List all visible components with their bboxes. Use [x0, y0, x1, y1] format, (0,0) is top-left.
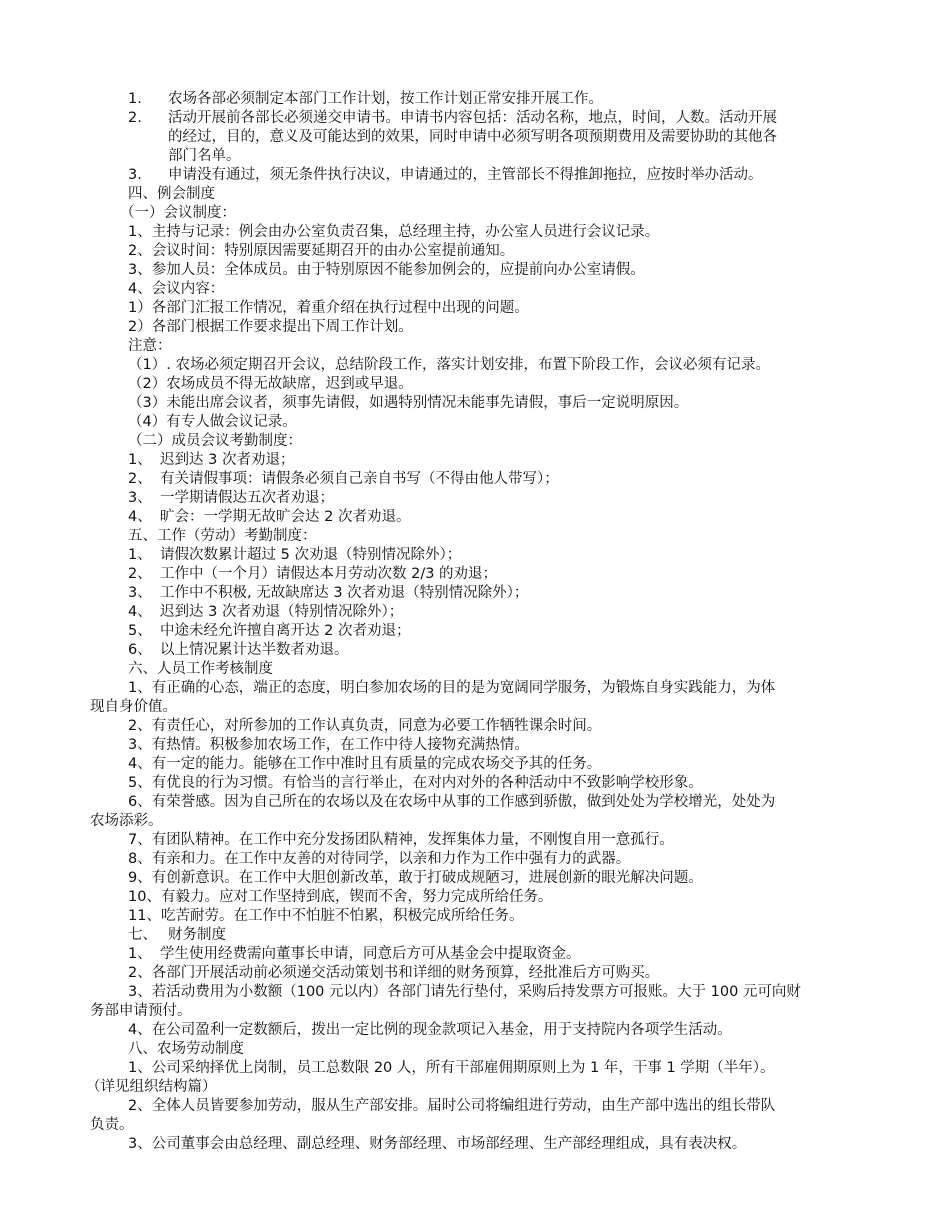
text-line: 5、有优良的行为习惯。有恰当的言行举止，在对内对外的各种活动中不致影响学校形象。 — [128, 775, 703, 791]
text-line: 务部申请预付。 — [90, 1003, 192, 1019]
list-number: 2、 — [128, 471, 152, 487]
text-line: 3、有热情。积极参加农场工作，在工作中待人接物充满热情。 — [128, 737, 529, 753]
list-number: 3. — [128, 167, 142, 183]
text-line: 现自身价值。 — [90, 699, 177, 715]
text-line: 活动开展前各部长必须递交申请书。申请书内容包括：活动名称，地点，时间，人数。活动开展 — [168, 110, 777, 126]
text-line: 部门名单。 — [168, 148, 241, 164]
text-line: 7、有团队精神。在工作中充分发扬团队精神，发挥集体力量，不刚愎自用一意孤行。 — [128, 832, 674, 848]
list-number: 2、 — [128, 566, 152, 582]
text-line: 4、有一定的能力。能够在工作中准时且有质量的完成农场交予其的任务。 — [128, 756, 602, 772]
text-line: （4）有专人做会议记录。 — [128, 414, 297, 430]
text-line: 申请没有通过，须无条件执行决议，申请通过的，主管部长不得推卸拖拉，应按时举办活动。 — [168, 167, 763, 183]
text-line: 2、会议时间：特别原因需要延期召开的由办公室提前通知。 — [128, 243, 515, 259]
text-line: 工作中（一个月）请假达本月劳动次数 2/3 的劝退； — [160, 566, 498, 582]
text-line: 3、参加人员：全体成员。由于特别原因不能参加例会的，应提前向办公室请假。 — [128, 262, 645, 278]
text-line: 1）各部门汇报工作情况，着重介绍在执行过程中出现的问题。 — [128, 300, 529, 316]
text-line: 3、公司董事会由总经理、副总经理、财务部经理、市场部经理、生产部经理组成，具有表决权。 — [128, 1136, 747, 1152]
section-number: 七、 — [128, 927, 157, 943]
text-line: 3、若活动费用为小数额（100 元以内）各部门请先行垫付，采购后持发票方可报账。大于 100 元可向财 — [128, 984, 801, 1000]
list-number: 1、 — [128, 547, 152, 563]
text-line: 迟到达 3 次者劝退； — [160, 452, 295, 468]
text-line: （3）未能出席会议者，须事先请假，如遇特别情况未能事先请假，事后一定说明原因。 — [128, 395, 689, 411]
list-number: 1. — [128, 91, 142, 107]
text-line: 6、有荣誉感。因为自己所在的农场以及在农场中从事的工作感到骄傲，做到处处为学校增光，处处为 — [128, 794, 776, 810]
text-line: 10、有毅力。应对工作坚持到底，锲而不舍，努力完成所给任务。 — [128, 889, 553, 905]
section-heading: 五、工作（劳动）考勤制度： — [128, 528, 317, 544]
text-line: 2、全体人员皆要参加劳动，服从生产部安排。届时公司将编组进行劳动，由生产部中选出的组长带队 — [128, 1098, 776, 1114]
text-line: 4、在公司盈利一定数额后，拨出一定比例的现金款项记入基金，用于支持院内各项学生活动。 — [128, 1022, 732, 1038]
text-line: 2、有责任心，对所参加的工作认真负责，同意为必要工作牺牲课余时间。 — [128, 718, 602, 734]
text-line: 1、有正确的心态，端正的态度，明白参加农场的目的是为宽阔同学服务，为锻炼自身实践能力，为体 — [128, 680, 776, 696]
section-heading: 四、例会制度 — [128, 186, 215, 202]
section-heading: 八、农场劳动制度 — [128, 1041, 244, 1057]
text-line: 工作中不积极, 无故缺席达 3 次者劝退（特别情况除外）； — [160, 585, 529, 601]
note-heading: 注意： — [128, 338, 172, 354]
text-line: 一学期请假达五次者劝退； — [160, 490, 334, 506]
text-line: 迟到达 3 次者劝退（特别情况除外）； — [160, 604, 404, 620]
list-number: 3、 — [128, 585, 152, 601]
list-number: 6、 — [128, 642, 152, 658]
subsection-heading: （一）会议制度： — [120, 205, 236, 221]
list-number: 1、 — [128, 452, 152, 468]
text-line: 的经过，目的，意义及可能达到的效果，同时申请中必须写明各项预期费用及需要协助的其他各 — [168, 129, 777, 145]
text-line: 9、有创新意识。在工作中大胆创新改革，敢于打破成规陋习，进展创新的眼光解决问题。 — [128, 870, 703, 886]
list-number: 4、 — [128, 604, 152, 620]
text-line: 请假次数累计超过 5 次劝退（特别情况除外）； — [160, 547, 462, 563]
list-number: 4、 — [128, 509, 152, 525]
list-number: 2. — [128, 110, 142, 126]
text-line: 4、会议内容： — [128, 281, 225, 297]
text-line: 农场各部必须制定本部门工作计划，按工作计划正常安排开展工作。 — [168, 91, 603, 107]
text-line: 中途未经允许擅自离开达 2 次者劝退； — [160, 623, 411, 639]
text-line: 1、公司采纳择优上岗制，员工总数限 20 人，所有干部雇佣期原则上为 1 年，干事 1 学期（半年）。 — [128, 1060, 775, 1076]
section-heading: 财务制度 — [168, 927, 226, 943]
text-line: （详见组织结构篇） — [86, 1079, 217, 1095]
text-line: （2）农场成员不得无故缺席，迟到或早退。 — [128, 376, 413, 392]
list-number: 1、 — [128, 946, 152, 962]
text-line: 以上情况累计达半数者劝退。 — [160, 642, 349, 658]
text-line: 有关请假事项：请假条必须自己亲自书写（不得由他人带写）； — [160, 471, 559, 487]
text-line: 11、吃苦耐劳。在工作中不怕脏不怕累，积极完成所给任务。 — [128, 908, 524, 924]
list-number: 5、 — [128, 623, 152, 639]
section-heading: 六、人员工作考核制度 — [128, 661, 273, 677]
text-line: 农场添彩。 — [90, 813, 163, 829]
text-line: 旷会：一学期无故旷会达 2 次者劝退。 — [160, 509, 411, 525]
text-line: 2）各部门根据工作要求提出下周工作计划。 — [128, 319, 413, 335]
text-line: （1）. 农场必须定期召开会议，总结阶段工作，落实计划安排，布置下阶段工作，会议必须有记录。 — [128, 357, 770, 373]
text-line: 学生使用经费需向董事长申请，同意后方可从基金会中提取资金。 — [160, 946, 581, 962]
text-line: 1、主持与记录：例会由办公室负责召集，总经理主持，办公室人员进行会议记录。 — [128, 224, 660, 240]
text-line: 2、各部门开展活动前必须递交活动策划书和详细的财务预算，经批准后方可购买。 — [128, 965, 660, 981]
text-line: 负责。 — [90, 1117, 134, 1133]
subsection-heading: （二）成员会议考勤制度： — [128, 433, 302, 449]
list-number: 3、 — [128, 490, 152, 506]
text-line: 8、有亲和力。在工作中友善的对待同学，以亲和力作为工作中强有力的武器。 — [128, 851, 631, 867]
